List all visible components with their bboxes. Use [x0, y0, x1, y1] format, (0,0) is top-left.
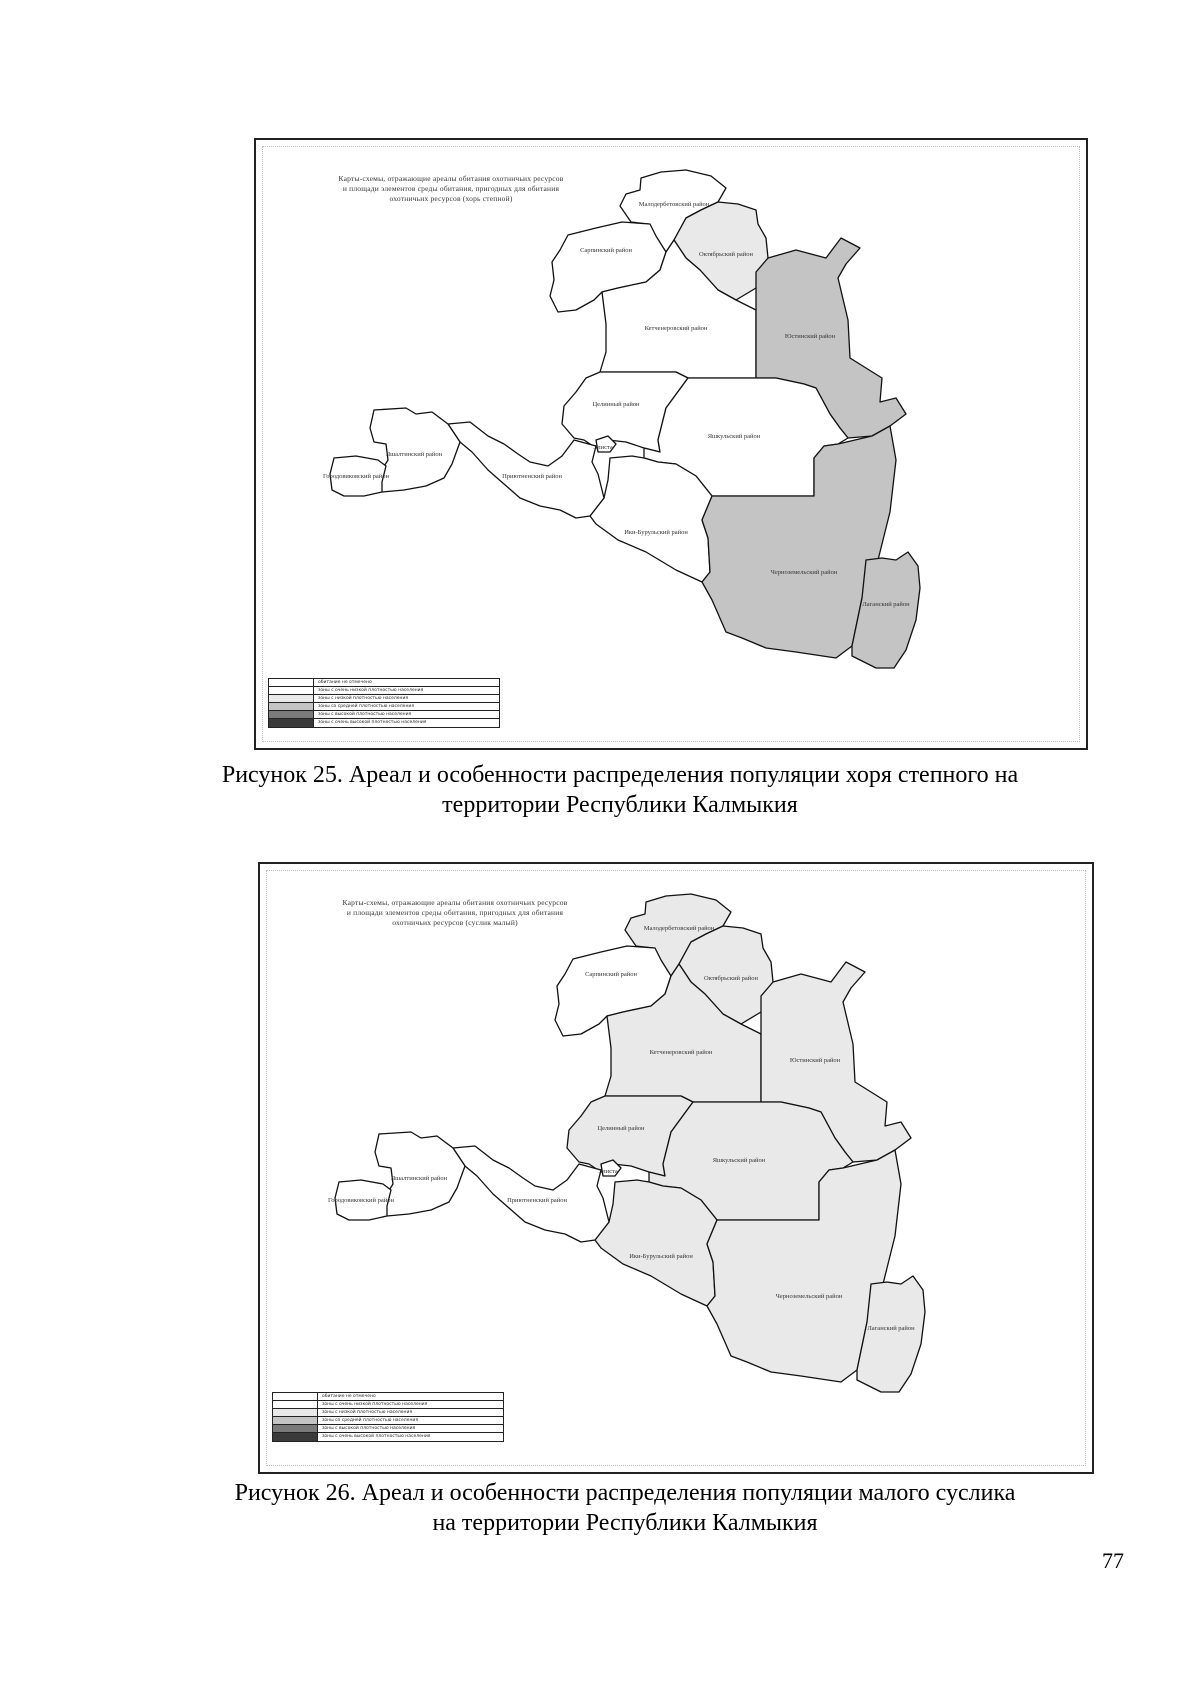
figure-25-caption — [180, 760, 1060, 820]
figure-26-frame — [258, 862, 1094, 1474]
figure-25-caption-line-1: Рисунок 25. Ареал и особенности распределения популяции хоря степного на — [221, 762, 1019, 788]
legend-label: зоны с очень высокой плотностью населения — [322, 1434, 431, 1439]
label-malodervetovsky: Малодербетовский район — [638, 201, 710, 208]
figure-26-map — [260, 864, 1096, 1476]
figure-26-legend — [272, 1392, 504, 1442]
label-tselinny: Целинный район — [597, 1125, 645, 1132]
figure-26-title-line-1: Карты-схемы, отражающие ареалы обитания охотничьих ресурсов — [342, 898, 568, 907]
label-elista: Элиста — [593, 444, 613, 451]
legend-row — [269, 679, 499, 687]
legend-swatch — [269, 695, 314, 702]
label-yashkulsky: Яшкульский район — [712, 1157, 766, 1164]
legend-swatch — [269, 719, 314, 727]
legend-label: зоны со средней плотностью населения — [322, 1418, 419, 1423]
label-elista: Элиста — [598, 1168, 618, 1175]
figure-25-caption-line-2: территории Республики Калмыкия — [442, 792, 798, 818]
label-yashaltinsky: Яшалтинский район — [390, 1175, 448, 1182]
legend-row — [273, 1417, 503, 1425]
label-yashaltinsky: Яшалтинский район — [385, 451, 443, 458]
figure-25-map — [256, 140, 1090, 752]
label-iki-burulsky: Ики-Бурульский район — [629, 1253, 693, 1260]
legend-swatch — [269, 703, 314, 710]
label-ketchenerovsky: Кетченеровский район — [649, 1049, 713, 1056]
figure-26-caption — [180, 1478, 1070, 1538]
legend-row — [269, 703, 499, 711]
figure-26-caption-line-1: Рисунок 26. Ареал и особенности распределения популяции малого суслика — [234, 1480, 1016, 1506]
label-oktyabrsky: Октябрьский район — [704, 975, 758, 982]
figure-25-frame — [254, 138, 1088, 750]
label-priyutnensky: Приютненский район — [507, 1197, 567, 1204]
label-sarpinsky: Сарпинский район — [580, 247, 632, 254]
legend-row — [273, 1393, 503, 1401]
district-iki-burulsky — [595, 1180, 717, 1306]
legend-label: обитание не отмечено — [322, 1394, 376, 1399]
label-yustinsky: Юстинский район — [789, 1057, 841, 1064]
legend-label: зоны с высокой плотностью населения — [322, 1426, 416, 1431]
legend-swatch — [273, 1393, 318, 1400]
legend-swatch — [273, 1409, 318, 1416]
legend-swatch — [269, 711, 314, 718]
legend-swatch — [273, 1425, 318, 1432]
label-chernozemelsky: Черноземельский район — [770, 569, 838, 576]
label-lagansky: Лаганский район — [867, 1325, 915, 1332]
legend-swatch — [273, 1433, 318, 1441]
label-yashkulsky: Яшкульский район — [707, 433, 761, 440]
district-iki-burulsky — [590, 456, 712, 582]
figure-25-legend — [268, 678, 500, 728]
legend-row — [273, 1409, 503, 1417]
label-sarpinsky: Сарпинский район — [585, 971, 637, 978]
label-malodervetovsky: Малодербетовский район — [643, 925, 715, 932]
legend-swatch — [269, 679, 314, 686]
figure-26-title-line-2: и площади элементов среды обитания, пригодных для обитания — [346, 908, 564, 917]
legend-label: обитание не отмечено — [318, 680, 372, 685]
figure-26-title-line-3: охотничьих ресурсов (суслик малый) — [392, 918, 518, 927]
label-yustinsky: Юстинский район — [784, 333, 836, 340]
label-oktyabrsky: Октябрьский район — [699, 251, 753, 258]
label-gorodovikovsky: Городовиковский район — [323, 473, 389, 480]
legend-row — [273, 1425, 503, 1433]
legend-swatch — [269, 687, 314, 694]
legend-label: зоны с низкой плотностью населения — [322, 1410, 413, 1415]
legend-label: зоны со средней плотностью населения — [318, 704, 415, 709]
legend-label: зоны с очень низкой плотностью населения — [318, 688, 424, 693]
legend-label: зоны с очень высокой плотностью населения — [318, 720, 427, 725]
legend-label: зоны с высокой плотностью населения — [318, 712, 412, 717]
figure-25-title-line-2: и площади элементов среды обитания, пригодных для обитания — [342, 184, 560, 193]
label-chernozemelsky: Черноземельский район — [775, 1293, 843, 1300]
figure-26-caption-line-2: на территории Республики Калмыкия — [432, 1510, 818, 1536]
label-iki-burulsky: Ики-Бурульский район — [624, 529, 688, 536]
legend-row — [269, 695, 499, 703]
label-ketchenerovsky: Кетченеровский район — [644, 325, 708, 332]
label-lagansky: Лаганский район — [862, 601, 910, 608]
legend-row — [269, 719, 499, 727]
label-priyutnensky: Приютненский район — [502, 473, 562, 480]
legend-swatch — [273, 1417, 318, 1424]
legend-row — [273, 1401, 503, 1409]
figure-25-title-line-3: охотничьих ресурсов (хорь степной) — [389, 194, 513, 203]
legend-label: зоны с очень низкой плотностью населения — [322, 1402, 428, 1407]
legend-swatch — [273, 1401, 318, 1408]
legend-row — [273, 1433, 503, 1441]
legend-row — [269, 687, 499, 695]
figure-25-title-line-1: Карты-схемы, отражающие ареалы обитания охотничьих ресурсов — [338, 174, 564, 183]
label-gorodovikovsky: Городовиковский район — [328, 1197, 394, 1204]
label-tselinny: Целинный район — [592, 401, 640, 408]
legend-label: зоны с низкой плотностью населения — [318, 696, 409, 701]
page-number: 77 — [1102, 1548, 1124, 1573]
legend-row — [269, 711, 499, 719]
